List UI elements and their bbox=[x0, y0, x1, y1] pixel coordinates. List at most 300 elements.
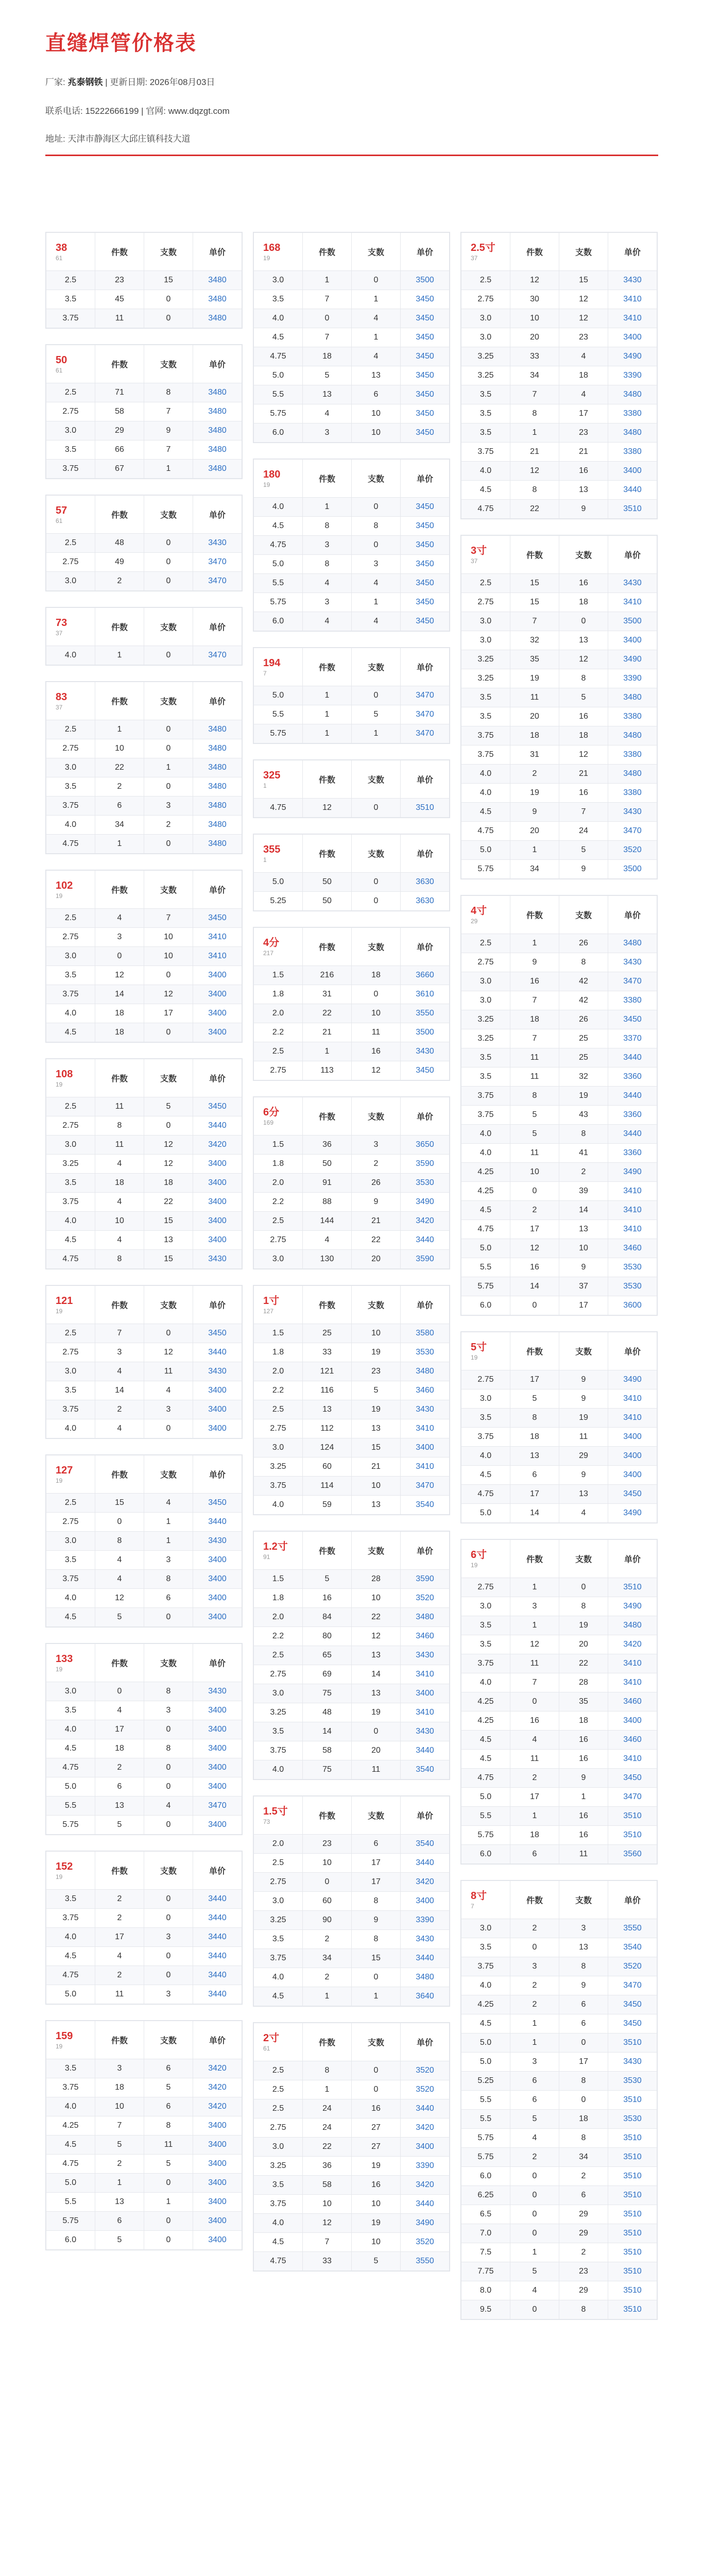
qty-cell: 10 bbox=[510, 1163, 559, 1182]
table-row bbox=[254, 309, 450, 328]
table-row bbox=[46, 1551, 242, 1570]
col-header-pcs: 支数 bbox=[144, 1059, 193, 1097]
thickness-cell: 4.0 bbox=[461, 1125, 510, 1144]
price-cell: 3370 bbox=[608, 1029, 657, 1048]
qty-cell: 2 bbox=[510, 1995, 559, 2014]
spec-count: 169 bbox=[263, 1118, 274, 1126]
pcs-cell: 0 bbox=[144, 1777, 193, 1797]
table-row bbox=[254, 2080, 450, 2099]
table-row bbox=[46, 1701, 242, 1720]
table-row bbox=[46, 1155, 242, 1174]
thickness-cell: 4.5 bbox=[461, 481, 510, 500]
thickness-cell: 4.75 bbox=[254, 2252, 303, 2271]
table-row bbox=[254, 724, 450, 743]
table-row bbox=[254, 1873, 450, 1892]
table-row bbox=[461, 2110, 657, 2129]
price-cell: 3400 bbox=[608, 328, 657, 347]
thickness-cell: 3.0 bbox=[254, 1892, 303, 1911]
col-header-price: 单价 bbox=[193, 2021, 242, 2059]
pcs-cell: 0 bbox=[144, 1816, 193, 1835]
pcs-cell: 12 bbox=[352, 1061, 401, 1080]
thickness-cell: 4.0 bbox=[46, 1589, 95, 1608]
price-cell: 3420 bbox=[401, 1212, 450, 1231]
col-header-price: 单价 bbox=[193, 1455, 242, 1494]
size-header-cell bbox=[254, 2023, 303, 2061]
table-row bbox=[461, 1144, 657, 1163]
thickness-cell: 3.0 bbox=[46, 572, 95, 591]
spec-count: 19 bbox=[56, 1477, 63, 1484]
price-table bbox=[253, 459, 450, 631]
qty-cell: 10 bbox=[510, 309, 559, 328]
price-cell: 3430 bbox=[193, 1532, 242, 1551]
qty-cell: 6 bbox=[510, 2072, 559, 2091]
table-row bbox=[461, 2129, 657, 2148]
thickness-cell: 4.75 bbox=[461, 1220, 510, 1239]
table-row bbox=[254, 1155, 450, 1174]
pcs-cell: 10 bbox=[144, 947, 193, 966]
col-header-price: 单价 bbox=[193, 496, 242, 534]
table-header-row bbox=[254, 460, 450, 498]
qty-cell: 1 bbox=[303, 1042, 352, 1061]
price-table-card bbox=[253, 2022, 450, 2272]
pcs-cell: 23 bbox=[559, 328, 608, 347]
price-cell: 3410 bbox=[608, 1673, 657, 1692]
price-cell: 3470 bbox=[193, 1797, 242, 1816]
price-table bbox=[253, 1097, 450, 1269]
price-cell: 3460 bbox=[401, 1627, 450, 1646]
pcs-cell: 16 bbox=[352, 1042, 401, 1061]
thickness-cell: 2.0 bbox=[254, 1004, 303, 1023]
qty-cell: 13 bbox=[510, 1447, 559, 1466]
table-row bbox=[46, 1947, 242, 1966]
pcs-cell: 12 bbox=[144, 1136, 193, 1155]
qty-cell: 33 bbox=[510, 347, 559, 366]
thickness-cell: 3.75 bbox=[46, 2078, 95, 2097]
thickness-cell: 3.0 bbox=[46, 421, 95, 440]
pcs-cell: 13 bbox=[144, 1231, 193, 1250]
table-row bbox=[461, 1125, 657, 1144]
size-header-cell bbox=[461, 536, 510, 574]
table-row bbox=[254, 290, 450, 309]
price-cell: 3480 bbox=[401, 1362, 450, 1381]
thickness-cell: 2.5 bbox=[254, 1646, 303, 1665]
price-cell: 3410 bbox=[401, 1665, 450, 1684]
col-header-qty: 件数 bbox=[303, 460, 352, 498]
col-header-pcs: 支数 bbox=[352, 1286, 401, 1324]
table-row bbox=[254, 1477, 450, 1496]
qty-cell: 10 bbox=[303, 2195, 352, 2214]
pcs-cell: 7 bbox=[559, 803, 608, 822]
table-row bbox=[461, 309, 657, 328]
spec-size: 355 bbox=[263, 843, 281, 855]
qty-cell: 11 bbox=[510, 1067, 559, 1087]
table-row bbox=[46, 909, 242, 928]
spec-count: 127 bbox=[263, 1307, 274, 1315]
qty-cell: 25 bbox=[303, 1324, 352, 1343]
qty-cell: 14 bbox=[510, 1277, 559, 1296]
thickness-cell: 2.5 bbox=[254, 2099, 303, 2119]
table-row bbox=[254, 2099, 450, 2119]
price-table-card bbox=[45, 1643, 243, 1835]
pcs-cell: 0 bbox=[144, 2231, 193, 2250]
table-row bbox=[461, 2014, 657, 2033]
price-cell: 3420 bbox=[401, 2119, 450, 2138]
price-cell: 3510 bbox=[608, 2205, 657, 2224]
table-row bbox=[461, 1597, 657, 1616]
price-table bbox=[253, 834, 450, 911]
price-cell: 3450 bbox=[401, 290, 450, 309]
qty-cell: 12 bbox=[510, 271, 559, 290]
thickness-cell: 2.5 bbox=[254, 2080, 303, 2099]
table-row bbox=[461, 1010, 657, 1029]
spec-count: 61 bbox=[56, 254, 63, 262]
thickness-cell: 3.25 bbox=[254, 1911, 303, 1930]
price-cell: 3430 bbox=[193, 1250, 242, 1269]
pcs-cell: 18 bbox=[559, 2110, 608, 2129]
pcs-cell: 3 bbox=[144, 1928, 193, 1947]
qty-cell: 0 bbox=[303, 1873, 352, 1892]
qty-cell: 2 bbox=[95, 2155, 144, 2174]
qty-cell: 19 bbox=[510, 669, 559, 688]
table-row bbox=[254, 1930, 450, 1949]
price-table bbox=[46, 1455, 242, 1627]
price-table bbox=[461, 895, 657, 1315]
price-cell: 3460 bbox=[608, 1692, 657, 1711]
qty-cell: 24 bbox=[303, 2099, 352, 2119]
price-cell: 3540 bbox=[608, 1938, 657, 1957]
pcs-cell: 12 bbox=[144, 985, 193, 1004]
thickness-cell: 2.2 bbox=[254, 1381, 303, 1400]
qty-cell: 2 bbox=[510, 1201, 559, 1220]
col-header-pcs: 支数 bbox=[144, 496, 193, 534]
col-header-pcs: 支数 bbox=[352, 1797, 401, 1835]
pcs-cell: 5 bbox=[352, 1381, 401, 1400]
table-row bbox=[46, 2078, 242, 2097]
pcs-cell: 21 bbox=[559, 443, 608, 462]
table-row bbox=[46, 1023, 242, 1042]
spec-size: 73 bbox=[56, 617, 67, 629]
qty-cell: 18 bbox=[510, 1826, 559, 1845]
pcs-cell: 13 bbox=[352, 366, 401, 385]
thickness-cell: 3.5 bbox=[461, 423, 510, 443]
col-header-price: 单价 bbox=[401, 1797, 450, 1835]
pcs-cell: 17 bbox=[559, 1296, 608, 1315]
thickness-cell: 5.5 bbox=[461, 1258, 510, 1277]
pcs-cell: 10 bbox=[352, 2195, 401, 2214]
pcs-cell: 10 bbox=[144, 928, 193, 947]
qty-cell: 18 bbox=[95, 2078, 144, 2097]
pcs-cell: 26 bbox=[559, 934, 608, 953]
pcs-cell: 42 bbox=[559, 972, 608, 991]
price-cell: 3420 bbox=[193, 2078, 242, 2097]
price-cell: 3430 bbox=[401, 1930, 450, 1949]
pcs-cell: 11 bbox=[352, 1760, 401, 1780]
company-info bbox=[45, 75, 215, 88]
qty-cell: 4 bbox=[303, 1231, 352, 1250]
price-table bbox=[253, 760, 450, 818]
qty-cell: 14 bbox=[303, 1722, 352, 1741]
table-row bbox=[254, 574, 450, 593]
pcs-cell: 4 bbox=[144, 1797, 193, 1816]
price-table-card bbox=[253, 647, 450, 744]
price-cell: 3590 bbox=[401, 1250, 450, 1269]
qty-cell: 50 bbox=[303, 892, 352, 911]
thickness-cell: 4.0 bbox=[46, 1419, 95, 1438]
thickness-cell: 4.0 bbox=[461, 765, 510, 784]
price-cell: 3450 bbox=[401, 555, 450, 574]
price-table bbox=[46, 607, 242, 665]
pcs-cell: 8 bbox=[559, 2300, 608, 2319]
size-header-cell bbox=[46, 682, 95, 720]
price-table-card bbox=[253, 459, 450, 632]
thickness-cell: 4.5 bbox=[461, 1731, 510, 1750]
price-cell: 3400 bbox=[193, 1777, 242, 1797]
table-row bbox=[254, 1646, 450, 1665]
table-header-row bbox=[254, 928, 450, 966]
col-header-price: 单价 bbox=[608, 1881, 657, 1919]
thickness-cell: 2.75 bbox=[461, 953, 510, 972]
thickness-cell: 2.0 bbox=[254, 1174, 303, 1193]
thickness-cell: 3.0 bbox=[461, 1597, 510, 1616]
price-cell: 3490 bbox=[608, 1163, 657, 1182]
pcs-cell: 4 bbox=[352, 347, 401, 366]
table-row bbox=[254, 873, 450, 892]
price-table-card bbox=[45, 870, 243, 1043]
table-row bbox=[46, 290, 242, 309]
col-header-qty: 件数 bbox=[95, 682, 144, 720]
qty-cell: 50 bbox=[303, 873, 352, 892]
pcs-cell: 0 bbox=[352, 892, 401, 911]
thickness-cell: 2.5 bbox=[46, 720, 95, 739]
qty-cell: 6 bbox=[95, 796, 144, 816]
price-cell: 3450 bbox=[193, 1494, 242, 1513]
col-header-qty: 件数 bbox=[510, 1540, 559, 1578]
pcs-cell: 0 bbox=[144, 290, 193, 309]
col-header-qty: 件数 bbox=[303, 648, 352, 686]
qty-cell: 6 bbox=[95, 1777, 144, 1797]
qty-cell: 1 bbox=[510, 841, 559, 860]
size-header-cell bbox=[254, 233, 303, 271]
price-cell: 3450 bbox=[401, 366, 450, 385]
spec-size: 168 bbox=[263, 242, 281, 253]
pcs-cell: 3 bbox=[144, 1551, 193, 1570]
thickness-cell: 5.75 bbox=[461, 2148, 510, 2167]
price-table-card bbox=[45, 1454, 243, 1628]
qty-cell: 10 bbox=[95, 2097, 144, 2116]
qty-cell: 1 bbox=[510, 2033, 559, 2053]
table-row bbox=[46, 1928, 242, 1947]
pcs-cell: 21 bbox=[559, 765, 608, 784]
price-table-card bbox=[45, 681, 243, 854]
price-cell: 3400 bbox=[401, 1892, 450, 1911]
pcs-cell: 0 bbox=[144, 1758, 193, 1777]
pcs-cell: 16 bbox=[559, 1731, 608, 1750]
table-row bbox=[46, 421, 242, 440]
price-cell: 3510 bbox=[608, 2224, 657, 2243]
thickness-cell: 3.5 bbox=[46, 440, 95, 460]
price-cell: 3360 bbox=[608, 1144, 657, 1163]
price-table-card bbox=[45, 232, 243, 329]
qty-cell: 2 bbox=[95, 1400, 144, 1419]
qty-cell: 8 bbox=[510, 481, 559, 500]
thickness-cell: 3.5 bbox=[254, 2176, 303, 2195]
pcs-cell: 10 bbox=[559, 1239, 608, 1258]
thickness-cell: 3.75 bbox=[461, 745, 510, 765]
qty-cell: 0 bbox=[510, 1938, 559, 1957]
pcs-cell: 25 bbox=[559, 1029, 608, 1048]
table-row bbox=[46, 1608, 242, 1627]
table-row bbox=[46, 1362, 242, 1381]
thickness-cell: 5.25 bbox=[461, 2072, 510, 2091]
table-row bbox=[461, 991, 657, 1010]
size-header-cell bbox=[254, 928, 303, 966]
price-cell: 3400 bbox=[193, 1023, 242, 1042]
qty-cell: 4 bbox=[95, 1570, 144, 1589]
table-row bbox=[46, 402, 242, 421]
thickness-cell: 3.0 bbox=[46, 947, 95, 966]
price-cell: 3410 bbox=[401, 1419, 450, 1438]
thickness-cell: 6.0 bbox=[46, 2231, 95, 2250]
thickness-cell: 3.25 bbox=[46, 1155, 95, 1174]
thickness-cell: 2.5 bbox=[254, 1042, 303, 1061]
pcs-cell: 8 bbox=[352, 517, 401, 536]
price-cell: 3400 bbox=[193, 1816, 242, 1835]
thickness-cell: 4.75 bbox=[46, 1758, 95, 1777]
table-row bbox=[254, 1004, 450, 1023]
price-cell: 3540 bbox=[401, 1496, 450, 1515]
table-row bbox=[461, 1769, 657, 1788]
thickness-cell: 4.25 bbox=[461, 1692, 510, 1711]
col-header-qty: 件数 bbox=[510, 896, 559, 934]
thickness-cell: 4.5 bbox=[254, 328, 303, 347]
pcs-cell: 17 bbox=[352, 1854, 401, 1873]
price-cell: 3450 bbox=[401, 536, 450, 555]
spec-count: 217 bbox=[263, 949, 274, 957]
price-cell: 3550 bbox=[401, 1004, 450, 1023]
table-row bbox=[46, 1231, 242, 1250]
price-cell: 3450 bbox=[401, 328, 450, 347]
price-column-2 bbox=[253, 232, 450, 2287]
thickness-cell: 3.5 bbox=[461, 1409, 510, 1428]
thickness-cell: 2.5 bbox=[46, 909, 95, 928]
thickness-cell: 4.0 bbox=[254, 1760, 303, 1780]
price-table-card bbox=[45, 344, 243, 479]
pcs-cell: 10 bbox=[352, 423, 401, 443]
price-table bbox=[253, 1796, 450, 2006]
table-row bbox=[46, 985, 242, 1004]
price-cell: 3430 bbox=[608, 574, 657, 593]
qty-cell: 8 bbox=[303, 517, 352, 536]
qty-cell: 22 bbox=[303, 1004, 352, 1023]
table-row bbox=[461, 669, 657, 688]
table-row bbox=[461, 347, 657, 366]
qty-cell: 4 bbox=[95, 1419, 144, 1438]
qty-cell: 3 bbox=[95, 2059, 144, 2078]
table-row bbox=[461, 462, 657, 481]
qty-cell: 60 bbox=[303, 1892, 352, 1911]
pcs-cell: 3 bbox=[352, 555, 401, 574]
table-row bbox=[461, 1826, 657, 1845]
table-row bbox=[254, 1911, 450, 1930]
table-row bbox=[46, 777, 242, 796]
qty-cell: 0 bbox=[95, 947, 144, 966]
table-row bbox=[461, 1957, 657, 1976]
price-cell: 3430 bbox=[193, 534, 242, 553]
pcs-cell: 13 bbox=[352, 1419, 401, 1438]
table-header-row bbox=[46, 1455, 242, 1494]
pcs-cell: 9 bbox=[144, 421, 193, 440]
table-row bbox=[461, 1976, 657, 1995]
pcs-cell: 11 bbox=[559, 1428, 608, 1447]
price-cell: 3480 bbox=[193, 383, 242, 402]
thickness-cell: 3.75 bbox=[46, 460, 95, 479]
price-cell: 3400 bbox=[193, 1419, 242, 1438]
qty-cell: 12 bbox=[510, 462, 559, 481]
pcs-cell: 6 bbox=[144, 2097, 193, 2116]
thickness-cell: 1.5 bbox=[254, 1570, 303, 1589]
pcs-cell: 1 bbox=[144, 1532, 193, 1551]
size-header-cell bbox=[461, 1540, 510, 1578]
price-cell: 3440 bbox=[193, 1343, 242, 1362]
update-date: | 更新日期: 2026年08月03日 bbox=[105, 77, 215, 87]
price-cell: 3510 bbox=[608, 1826, 657, 1845]
price-table bbox=[461, 1332, 657, 1523]
thickness-cell: 3.5 bbox=[254, 290, 303, 309]
thickness-cell: 5.75 bbox=[461, 2129, 510, 2148]
thickness-cell: 4.0 bbox=[461, 1144, 510, 1163]
price-table bbox=[461, 535, 657, 879]
price-cell: 3510 bbox=[608, 2281, 657, 2300]
spec-count: 19 bbox=[263, 481, 270, 488]
pcs-cell: 6 bbox=[352, 385, 401, 404]
pcs-cell: 4 bbox=[352, 309, 401, 328]
pcs-cell: 0 bbox=[352, 799, 401, 818]
price-table-card bbox=[253, 1795, 450, 2007]
thickness-cell: 4.0 bbox=[46, 1004, 95, 1023]
col-header-pcs: 支数 bbox=[144, 871, 193, 909]
table-row bbox=[461, 631, 657, 650]
qty-cell: 29 bbox=[95, 421, 144, 440]
price-cell: 3410 bbox=[608, 1409, 657, 1428]
price-cell: 3400 bbox=[401, 2138, 450, 2157]
price-cell: 3550 bbox=[401, 2252, 450, 2271]
price-cell: 3400 bbox=[193, 1701, 242, 1720]
table-row bbox=[461, 1220, 657, 1239]
qty-cell: 2 bbox=[95, 777, 144, 796]
price-cell: 3480 bbox=[193, 816, 242, 835]
thickness-cell: 3.25 bbox=[461, 650, 510, 669]
qty-cell: 20 bbox=[510, 328, 559, 347]
table-row bbox=[46, 1682, 242, 1701]
spec-count: 19 bbox=[56, 2042, 63, 2050]
thickness-cell: 2.75 bbox=[46, 1116, 95, 1136]
qty-cell: 4 bbox=[95, 1701, 144, 1720]
table-row bbox=[46, 1570, 242, 1589]
qty-cell: 0 bbox=[510, 2300, 559, 2319]
pcs-cell: 0 bbox=[352, 2080, 401, 2099]
table-row bbox=[461, 707, 657, 726]
table-header-row bbox=[461, 233, 657, 271]
price-cell: 3480 bbox=[608, 1616, 657, 1635]
col-header-price: 单价 bbox=[401, 928, 450, 966]
price-table-card bbox=[460, 1331, 658, 1523]
qty-cell: 121 bbox=[303, 1362, 352, 1381]
qty-cell: 3 bbox=[510, 2053, 559, 2072]
price-table bbox=[46, 1059, 242, 1269]
price-cell: 3440 bbox=[608, 1087, 657, 1106]
thickness-cell: 4.5 bbox=[461, 2014, 510, 2033]
col-header-qty: 件数 bbox=[510, 1881, 559, 1919]
